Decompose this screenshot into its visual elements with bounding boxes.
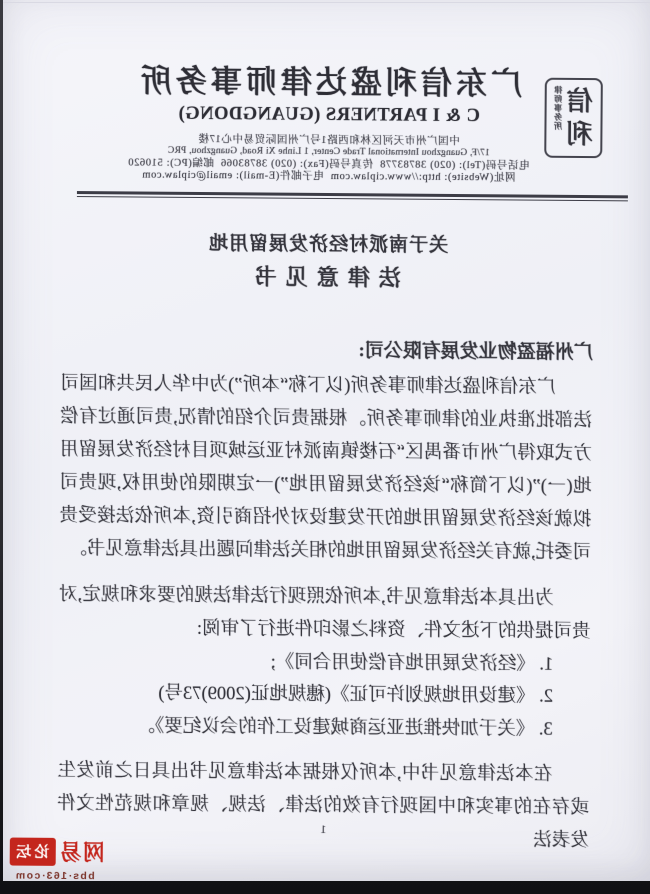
title-subject-line: 关于南派村经济发展留用地 [207, 232, 449, 256]
list-item: 1. 《经济发展用地有偿使用合同》; [270, 652, 554, 675]
list-item: 2. 《建设用地规划许可证》(穗规地证(2009)73号) [158, 683, 554, 707]
body-paragraph-2: 为出具本法律意见书,本所依照现行法律法规的要求和规定,对贵司提供的下述文件、资料之影印件进行了审阅: [58, 584, 591, 642]
address-chinese: 中国广州市天河区林和西路1号广州国际贸易中心17楼 [197, 133, 460, 148]
seal-large-text: 信利 [566, 86, 593, 150]
seal-small-text: 律师事务所 [553, 85, 563, 131]
body-paragraph-3: 在本法律意见书中,本所仅根据本法律意见书出具日之前发生或存在的事实和中国现行有效的法律、法规、规章和规范性文件发表法 [57, 760, 590, 852]
address-english: 17/F, Guangzhou International Trade Center, 1 Linhe Xi Road, Guangzhou, PRC [167, 145, 490, 159]
forum-seal-icon [10, 837, 56, 865]
salutation: 广州福盈物业发展有限公司: [358, 339, 593, 363]
reviewed-documents-list [58, 644, 591, 746]
firm-name-english: C & I PARTNERS (GUANGDONG) [178, 103, 481, 127]
title-main-line: 法律意见书 [245, 263, 401, 291]
document-title [4, 230, 650, 295]
body-paragraph-1: 广东信利盛达律师事务所(以下称“本所”)为中华人民共和国司法部批准执业的律师事务所。根据贵司介绍的情况,贵司通过有偿方式取得广州市番禺区“石楼镇南派村亚运城项目村经济发展留用地(一)”(以下简称“该经济发展留用地”)一定期限的使用权,现贵司拟就该经济发展留用地的开发建设对外招商引资,本所依法接受贵司委托,就有关经济发展留用地的相关法律问题出具法律意见书。 [59, 373, 593, 563]
page-number: 1 [320, 821, 327, 837]
paper [3, 0, 650, 881]
firm-name-chinese: 广东信利盛达律师事务所 [136, 63, 522, 102]
website-line: 网址(Website): http://www.ciplaw.com 电子邮件(E-mail): email@ciplaw.com [141, 169, 516, 183]
forum-seal-text: 论坛 [13, 843, 50, 861]
list-item: 3. 《关于加快推进亚运商城建设工作的会议纪要》。 [136, 716, 553, 740]
letterhead-rule [77, 191, 628, 201]
netease-forum-watermark [5, 835, 105, 882]
contact-line: 电话号码(Tel): (020) 38783778 传真号码(Fax): (020) 38783066 邮编(PC): 510620 [127, 156, 530, 172]
firm-seal-logo [544, 78, 603, 158]
document-body [57, 334, 593, 858]
netease-logo-text: 网易 [58, 839, 105, 866]
watermark-logo-row [5, 835, 105, 867]
watermark-url: bbs·163·com [14, 869, 95, 883]
